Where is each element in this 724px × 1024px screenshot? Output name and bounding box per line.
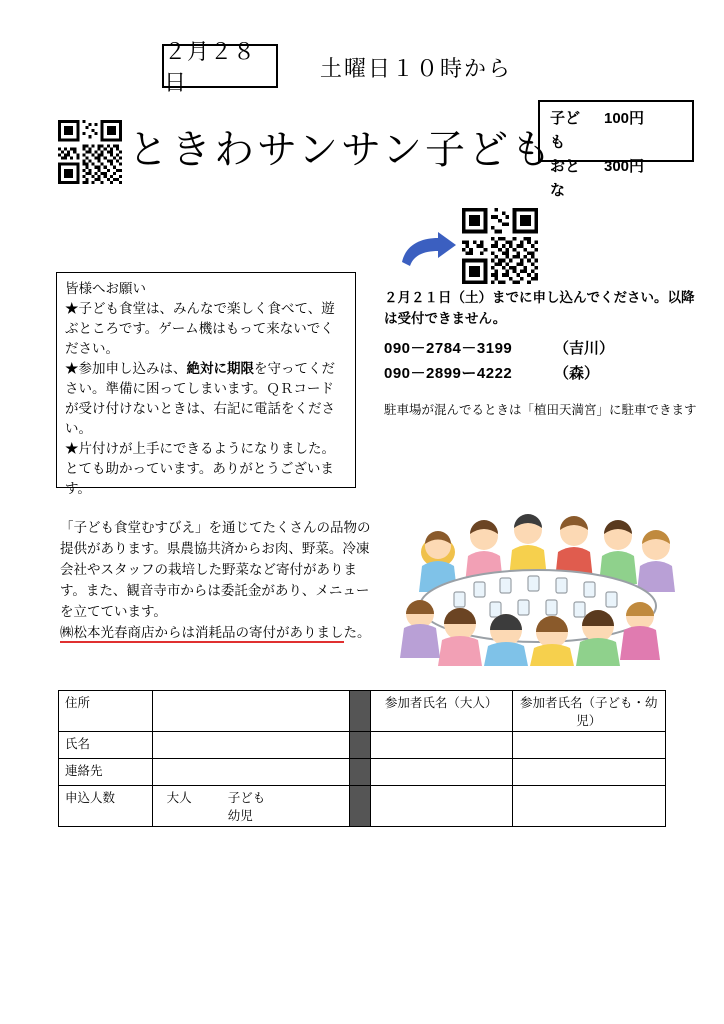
donation-text (60, 518, 380, 644)
event-date: ２月２８日 (164, 39, 257, 95)
donation-text-tail: た。 (343, 624, 371, 640)
notice-box (56, 272, 356, 496)
table-row (59, 732, 666, 759)
row-label-count: 申込人数 (59, 786, 153, 827)
adult-name-input-3[interactable] (370, 786, 512, 827)
page-title: ときわサンサン子ども (128, 128, 554, 172)
contact-block (384, 288, 704, 420)
price-child-value: 100円 (604, 110, 645, 127)
price-adult-label: おとな (550, 158, 581, 199)
notice-deadline-emphasis: 絶対に期限 (186, 360, 254, 376)
table-row (59, 786, 666, 827)
child-name-input-1[interactable] (512, 732, 665, 759)
count-input-group[interactable] (152, 786, 349, 827)
child-name-input-2[interactable] (512, 759, 665, 786)
notice-line-3: ★片付けが上手にできるようになりました。とても助かっています。ありがとうございます。 (65, 440, 335, 496)
phone-number[interactable]: 090－2784－3199 (384, 339, 513, 357)
row-label-name: 氏名 (59, 732, 153, 759)
parking-note: 駐車場が混んでるときは「植田天満宮」に駐車できます (384, 402, 697, 417)
adult-name-input-2[interactable] (370, 759, 512, 786)
phone-owner: （吉川） (554, 339, 615, 357)
column-divider (350, 691, 371, 732)
qr-code-icon[interactable] (462, 208, 538, 284)
count-child-label: 子ども (227, 791, 266, 805)
phone-row (384, 336, 704, 362)
phone-list (384, 336, 704, 387)
notice-line-2-after: を守ってください。準備に困ってしまいます。ＱＲコードが受け付けないときは、右記に電話をください。 (65, 360, 335, 436)
phone-owner: （森） (554, 365, 600, 383)
notice-heading: 皆様へお願い (65, 281, 146, 296)
application-deadline-text: ２月２１日（土）までに申し込んでください。以降は受付できません。 (384, 290, 695, 326)
table-row (59, 759, 666, 786)
application-form-table (58, 690, 666, 827)
address-input[interactable] (152, 691, 349, 732)
arrow-right-icon (400, 232, 458, 272)
event-date-box (162, 39, 278, 95)
name-input[interactable] (152, 732, 349, 759)
phone-number[interactable]: 090－2899ー4222 (384, 365, 513, 383)
col-header-child: 参加者氏名（子ども・幼児） (512, 691, 665, 732)
child-name-input-3[interactable] (512, 786, 665, 827)
col-header-adult: 参加者氏名（大人） (370, 691, 512, 732)
row-label-contact: 連絡先 (59, 759, 153, 786)
adult-name-input-1[interactable] (370, 732, 512, 759)
price-row-child (550, 107, 692, 155)
qr-code-icon[interactable] (58, 120, 122, 184)
column-divider (350, 732, 371, 759)
price-row-adult (550, 155, 692, 203)
price-box (538, 100, 694, 199)
notice-line-1: ★子ども食堂は、みんなで楽しく食べて、遊ぶところです。ゲーム機はもって来ないでください。 (65, 300, 335, 356)
price-adult-value: 300円 (604, 158, 645, 175)
column-divider (350, 786, 371, 827)
count-infant-label: 幼児 (227, 809, 253, 823)
contact-input[interactable] (152, 759, 349, 786)
donation-text-main: 「子ども食堂むすびえ」を通じてたくさんの品物の提供があります。県農協共済からお肉、野菜。冷凍会社やスタッフの栽培した野菜など寄付があります。また、観音寺市からは委託金があり、メニューを立てています。 (60, 520, 371, 619)
column-divider (350, 759, 371, 786)
phone-row (384, 361, 704, 387)
donation-text-highlight: ㈱松本光春商店からは消耗品の寄付がありまし (60, 625, 344, 643)
children-eating-at-table-illustration (388, 474, 688, 666)
count-adult-label: 大人 (166, 791, 192, 805)
notice-line-2 (65, 359, 347, 439)
price-child-label: 子ども (550, 110, 581, 151)
donation-paragraph (60, 518, 380, 644)
table-row (59, 691, 666, 732)
event-time: 土曜日１０時から (320, 56, 513, 81)
notice-line-2-before: ★参加申し込みは、 (65, 360, 187, 376)
row-label-address: 住所 (59, 691, 153, 732)
